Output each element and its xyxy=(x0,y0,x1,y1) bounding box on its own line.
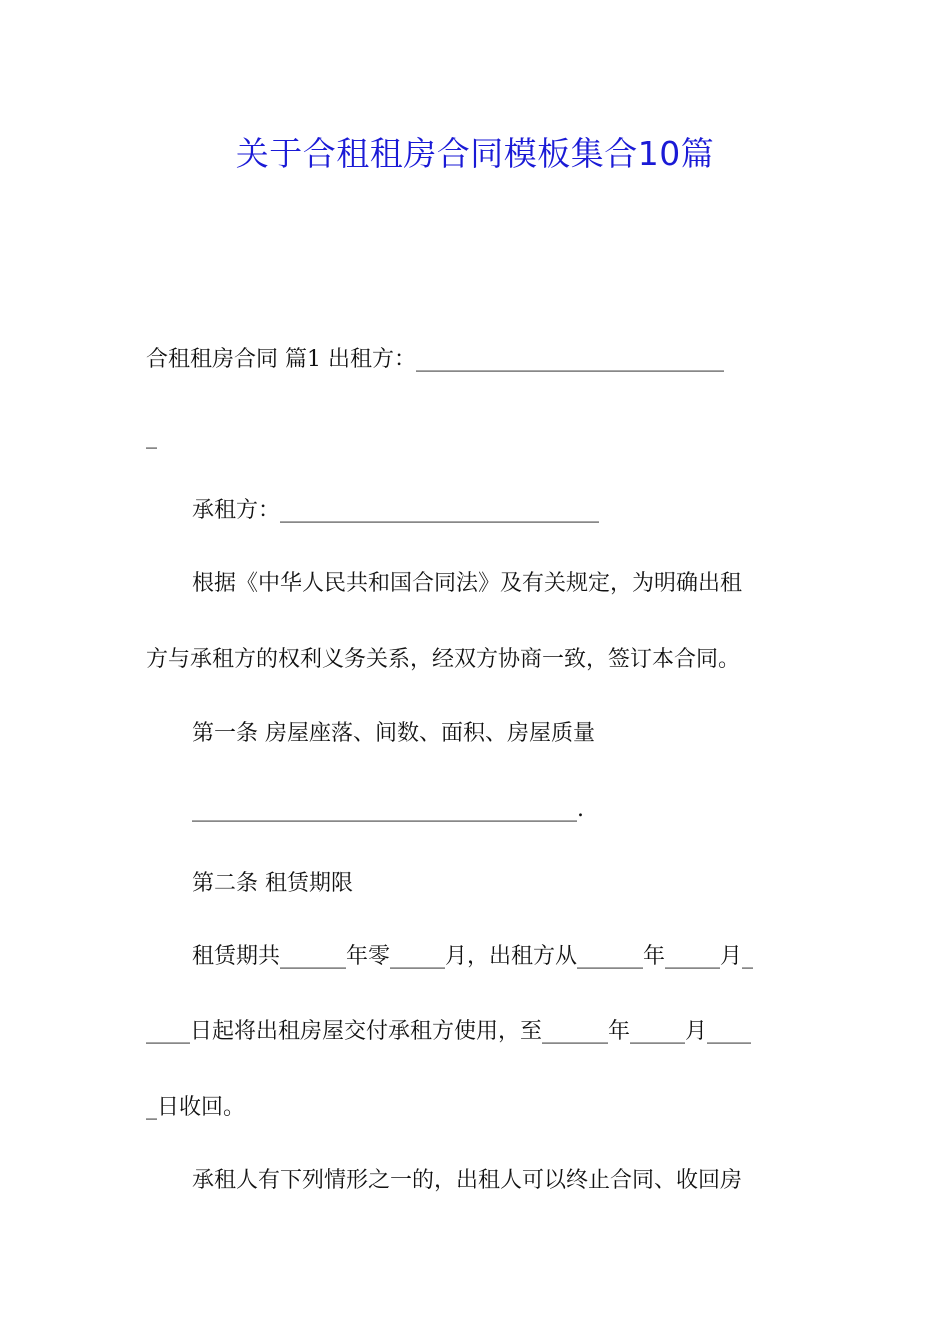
continuation-line: _ xyxy=(146,424,157,449)
article-heading: 第二条 租赁期限 xyxy=(192,871,353,896)
fill-in-line: ___________________________________. xyxy=(192,797,584,822)
article-heading: 第一条 房屋座落、间数、面积、房屋质量 xyxy=(192,721,595,746)
paragraph-line: 根据《中华人民共和国合同法》及有关规定，为明确出租 xyxy=(192,571,743,596)
paragraph-line: 承租人有下列情形之一的，出租人可以终止合同、收回房 xyxy=(192,1168,743,1193)
contract-heading-line: 合租租房合同 篇1 出租方：____________________________ xyxy=(146,347,724,372)
paragraph-line: 租赁期共______年零_____月，出租方从______年_____月_ xyxy=(192,944,754,969)
document-title: 关于合租租房合同模板集合10篇 xyxy=(235,134,715,173)
tenant-line: 承租方：_____________________________ xyxy=(192,498,600,523)
paragraph-line: ____日起将出租房屋交付承租方使用，至______年_____月____ xyxy=(146,1019,752,1044)
paragraph-line: 方与承租方的权利义务关系，经双方协商一致，签订本合同。 xyxy=(146,647,741,672)
paragraph-line: _日收回。 xyxy=(146,1095,246,1120)
